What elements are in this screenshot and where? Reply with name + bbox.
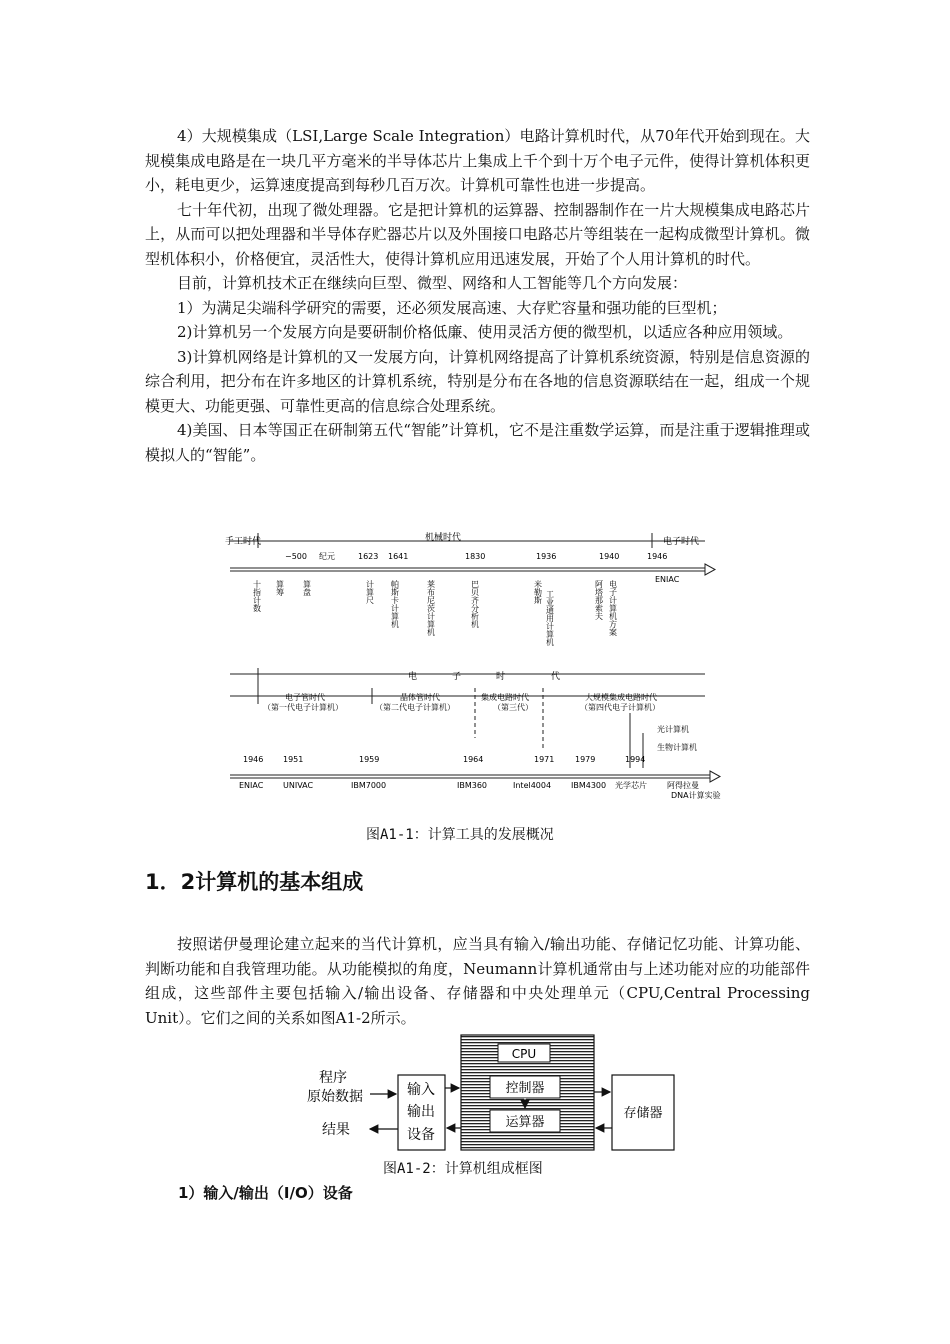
year-1946-top: 1946 (647, 552, 668, 561)
gen2-sub: （第二代电子计算机） (375, 703, 455, 712)
paragraph-trend-1: 1）为满足尖端科学研究的需要，还必须发展高速、大存贮容量和强功能的巨型机； (177, 298, 727, 317)
year-1830: 1830 (465, 552, 486, 561)
item-rods: 算筹 (275, 580, 285, 596)
gen1-name: 电子管时代 (285, 693, 325, 702)
electronic-era-3: 时 (496, 672, 506, 682)
item-babbage: 巴贝齐分析机 (470, 580, 480, 628)
machine-ibm360: IBM360 (457, 781, 488, 790)
future-bio: 生物计算机 (657, 743, 697, 752)
year-1946: 1946 (243, 755, 264, 764)
year-1971: 1971 (534, 755, 555, 764)
item-atanasoff: 阿塔那索夫 (594, 580, 604, 620)
era-mechanical: 机械时代 (425, 533, 462, 543)
paragraph-lsi: 4）大规模集成（LSI,Large Scale Integration）电路计算机时代，从70年代开始到现在。大规模集成电路是在一块几平方毫米的半导体芯片上集成上千个到十万个电子元件，使得计算机体积更小，耗电更少，运算速度提高到每秒几百万次。计算机可靠性也进一步提高。 (145, 127, 810, 194)
figure-caption-2: 图A1-2：计算机组成框图 (383, 1161, 543, 1177)
gen4-name: 大规模集成电路时代 (585, 693, 657, 702)
paragraph-trend-3: 3)计算机网络是计算机的又一发展方向，计算机网络提高了计算机系统资源，特别是信息资源的综合利用，把分布在许多地区的计算机系统，特别是分布在各地的信息资源联结在一起，组成一个规模更大、功能更强、可靠性更高的信息综合处理系统。 (145, 347, 810, 415)
machine-ibm7000: IBM7000 (351, 781, 387, 790)
machine-dna: DNA计算实验 (671, 791, 721, 800)
item-millers: 米勒斯 (533, 580, 543, 604)
item-electronic-plan: 电子计算机方案 (608, 580, 618, 636)
year-500: −500 (285, 552, 307, 561)
era-manual: 手工时代 (225, 537, 262, 547)
year-1994: 1994 (625, 755, 646, 764)
computer-block-diagram (298, 1030, 683, 1155)
year-era: 纪元 (319, 552, 335, 561)
paragraph-neumann: 按照诺伊曼理论建立起来的当代计算机，应当具有输入/输出功能、存储记忆功能、计算功能、判断功能和自我管理功能。从功能模拟的角度，Neumann计算机通常由与上述功能对应的功能部件组成，这些部件主要包括输入/输出设备、存储器和中央处理单元（CPU,Central Processing Unit）。它们之间的关系如图A1-2所示。 (145, 935, 810, 1027)
figure-caption-1: 图A1-1：计算工具的发展概况 (366, 827, 554, 843)
gen2-name: 晶体管时代 (400, 693, 440, 702)
gen3-sub: （第三代） (493, 703, 533, 712)
timeline-figure (225, 528, 725, 803)
io-line-2: 输出 (407, 1104, 435, 1120)
year-1641: 1641 (388, 552, 409, 561)
intro-paragraphs (145, 124, 810, 467)
gen4-sub: （第四代电子计算机） (580, 703, 660, 712)
item-industrial: 工业通用计算机 (545, 590, 555, 646)
paragraph-trend-2: 2)计算机另一个发展方向是要研制价格低廉、使用灵活方便的微型机，以适应各种应用领域。 (177, 323, 793, 341)
machine-univac: UNIVAC (283, 781, 314, 790)
future-optical: 光计算机 (657, 725, 689, 734)
machine-eniac: ENIAC (239, 781, 264, 790)
gen3-name: 集成电路时代 (481, 693, 529, 702)
machine-intel4004: Intel4004 (513, 781, 552, 790)
eniac-top: ENIAC (655, 575, 680, 584)
machine-adleman: 阿得拉曼 (667, 781, 699, 790)
year-1979: 1979 (575, 755, 596, 764)
machine-ibm4300: IBM4300 (571, 781, 607, 790)
paragraph-microprocessor: 七十年代初，出现了微处理器。它是把计算机的运算器、控制器制作在一片大规模集成电路芯片上，从而可以把处理器和半导体存贮器芯片以及外围接口电路芯片等组装在一起构成微型计算机。微型机体积小，价格便宜，灵活性大，使得计算机应用迅速发展，开始了个人用计算机的时代。 (145, 200, 810, 268)
top-items (253, 579, 618, 647)
section-heading: 1．2计算机的基本组成 (145, 870, 364, 894)
input-label-data: 原始数据 (307, 1089, 363, 1105)
memory-label: 存储器 (623, 1106, 663, 1121)
electronic-era-4: 代 (551, 672, 561, 682)
year-1951: 1951 (283, 755, 304, 764)
year-1959: 1959 (359, 755, 380, 764)
paragraph-trend-4: 4)美国、日本等国正在研制第五代“智能”计算机，它不是注重数学运算，而是注重于逻辑推理或模拟人的“智能”。 (145, 421, 810, 464)
controller-label: 控制器 (505, 1081, 545, 1096)
input-label-program: 程序 (319, 1070, 347, 1086)
era-electronic: 电子时代 (663, 537, 700, 547)
output-label-result: 结果 (322, 1122, 350, 1138)
year-1623: 1623 (358, 552, 379, 561)
item-pascal: 帕斯卡计算机 (390, 580, 400, 628)
electronic-era-1: 电 (408, 672, 418, 682)
item-abacus: 算盘 (302, 580, 312, 596)
paragraph-trends: 目前，计算机技术正在继续向巨型、微型、网络和人工智能等几个方向发展： (177, 274, 688, 292)
subheading-io: 1）输入/输出（I/O）设备 (178, 1184, 353, 1202)
cpu-label: CPU (511, 1047, 537, 1061)
neumann-paragraph-block (145, 932, 810, 1030)
item-slide-rule: 计算尺 (365, 580, 375, 604)
year-1964: 1964 (463, 755, 484, 764)
year-1940: 1940 (599, 552, 620, 561)
gen1-sub: （第一代电子计算机） (263, 703, 343, 712)
electronic-era-2: 子 (452, 672, 462, 682)
io-line-1: 输入 (407, 1082, 435, 1098)
item-fingers: 十指计数 (252, 580, 262, 612)
machine-optical-chip: 光学芯片 (615, 781, 647, 790)
alu-label: 运算器 (505, 1115, 545, 1130)
year-1936: 1936 (536, 552, 557, 561)
io-line-3: 设备 (407, 1127, 435, 1143)
item-leibniz: 莱布尼茨计算机 (426, 580, 436, 636)
